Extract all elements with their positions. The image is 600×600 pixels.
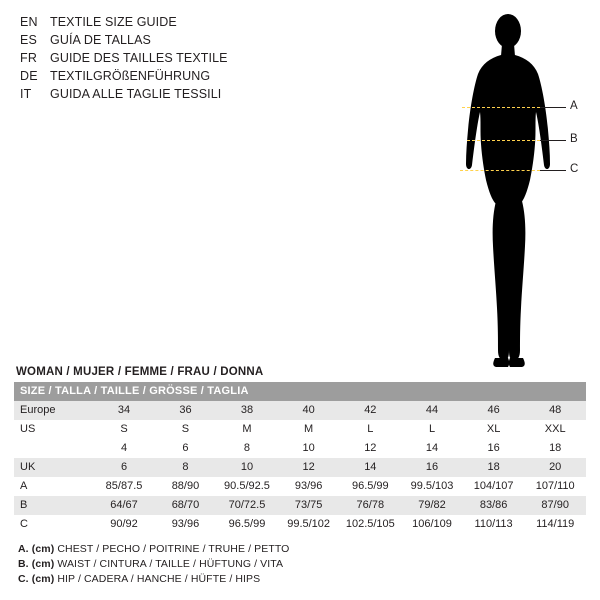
table-cell: 106/109: [401, 515, 463, 534]
table-header-row: [14, 382, 586, 401]
language-code: IT: [20, 87, 32, 101]
measure-dashed-line-b: [467, 140, 540, 141]
table-header-label: SIZE / TALLA / TAILLE / GRÖSSE / TAGLIA: [14, 382, 586, 401]
table-row: [14, 496, 586, 515]
table-cell: 73/75: [278, 496, 340, 515]
language-title: GUÍA DE TALLAS: [50, 33, 151, 47]
row-label: C: [14, 515, 93, 534]
table-cell: 6: [93, 458, 155, 477]
table-cell: 83/86: [463, 496, 525, 515]
table-row: [14, 515, 586, 534]
table-cell: 104/107: [463, 477, 525, 496]
language-title: GUIDE DES TAILLES TEXTILE: [50, 51, 228, 65]
table-cell: L: [339, 420, 401, 439]
row-label: UK: [14, 458, 93, 477]
table-cell: 107/110: [524, 477, 586, 496]
table-row: [14, 401, 586, 420]
table-cell: 14: [339, 458, 401, 477]
legend-row: [18, 542, 578, 557]
table-cell: 34: [93, 401, 155, 420]
table-cell: 76/78: [339, 496, 401, 515]
row-label: B: [14, 496, 93, 515]
measure-leader-b: [540, 140, 566, 141]
language-row: [20, 86, 350, 103]
table-cell: 4: [93, 439, 155, 458]
row-label: US: [14, 420, 93, 439]
language-title: TEXTILGRÖßENFÜHRUNG: [50, 69, 211, 83]
table-cell: 99.5/103: [401, 477, 463, 496]
size-table: [14, 382, 586, 534]
table-cell: 70/72.5: [216, 496, 278, 515]
legend-row: [18, 572, 578, 587]
table-cell: L: [401, 420, 463, 439]
table-cell: 87/90: [524, 496, 586, 515]
table-cell: 16: [401, 458, 463, 477]
table-cell: 42: [339, 401, 401, 420]
table-cell: 96.5/99: [339, 477, 401, 496]
table-cell: XXL: [524, 420, 586, 439]
size-table-area: [14, 366, 586, 534]
table-cell: 12: [278, 458, 340, 477]
table-cell: XL: [463, 420, 525, 439]
table-cell: 88/90: [155, 477, 216, 496]
measure-label-a: A: [570, 100, 578, 112]
legend-text: HIP / CADERA / HANCHE / HÜFTE / HIPS: [57, 573, 261, 585]
table-cell: S: [93, 420, 155, 439]
legend-key: B. (cm): [18, 558, 55, 570]
language-title: TEXTILE SIZE GUIDE: [50, 15, 177, 29]
table-cell: M: [216, 420, 278, 439]
table-cell: 12: [339, 439, 401, 458]
language-code: ES: [20, 33, 38, 47]
row-label: Europe: [14, 401, 93, 420]
table-cell: 8: [216, 439, 278, 458]
table-cell: 8: [155, 458, 216, 477]
language-code: FR: [20, 51, 38, 65]
body-figure: [420, 8, 600, 368]
female-silhouette-icon: [420, 8, 600, 373]
language-row: [20, 32, 350, 49]
table-cell: 18: [524, 439, 586, 458]
row-label: [14, 439, 93, 458]
legend-row: [18, 557, 578, 572]
language-title-list: [20, 14, 350, 104]
table-row: [14, 420, 586, 439]
table-cell: 64/67: [93, 496, 155, 515]
table-cell: 14: [401, 439, 463, 458]
table-cell: 6: [155, 439, 216, 458]
legend-text: CHEST / PECHO / POITRINE / TRUHE / PETTO: [57, 543, 290, 555]
table-cell: 96.5/99: [216, 515, 278, 534]
measurement-legend: [18, 542, 578, 587]
table-cell: 46: [463, 401, 525, 420]
table-cell: 90/92: [93, 515, 155, 534]
table-cell: 10: [278, 439, 340, 458]
row-label: A: [14, 477, 93, 496]
table-cell: 48: [524, 401, 586, 420]
table-cell: 10: [216, 458, 278, 477]
table-cell: 93/96: [155, 515, 216, 534]
table-section-title: WOMAN / MUJER / FEMME / FRAU / DONNA: [16, 366, 264, 378]
table-cell: 16: [463, 439, 525, 458]
language-code: DE: [20, 69, 38, 83]
table-cell: 44: [401, 401, 463, 420]
table-row: [14, 477, 586, 496]
table-cell: S: [155, 420, 216, 439]
table-cell: 40: [278, 401, 340, 420]
table-cell: 38: [216, 401, 278, 420]
measure-label-b: B: [570, 133, 578, 145]
table-cell: 18: [463, 458, 525, 477]
legend-key: A. (cm): [18, 543, 55, 555]
table-cell: 114/119: [524, 515, 586, 534]
language-row: [20, 50, 350, 67]
measure-dashed-line-c: [460, 170, 540, 171]
measure-dashed-line-a: [462, 107, 540, 108]
table-cell: 93/96: [278, 477, 340, 496]
table-cell: 102.5/105: [339, 515, 401, 534]
table-cell: 20: [524, 458, 586, 477]
table-cell: 99.5/102: [278, 515, 340, 534]
language-row: [20, 68, 350, 85]
table-cell: M: [278, 420, 340, 439]
legend-key: C. (cm): [18, 573, 55, 585]
table-cell: 68/70: [155, 496, 216, 515]
language-title: GUIDA ALLE TAGLIE TESSILI: [50, 87, 222, 101]
table-row: [14, 439, 586, 458]
table-cell: 90.5/92.5: [216, 477, 278, 496]
measure-leader-c: [540, 170, 566, 171]
measure-label-c: C: [570, 163, 579, 175]
language-code: EN: [20, 15, 38, 29]
language-row: [20, 14, 350, 31]
table-cell: 110/113: [463, 515, 525, 534]
table-cell: 85/87.5: [93, 477, 155, 496]
table-cell: 36: [155, 401, 216, 420]
table-row: [14, 458, 586, 477]
measure-leader-a: [540, 107, 566, 108]
table-cell: 79/82: [401, 496, 463, 515]
legend-text: WAIST / CINTURA / TAILLE / HÜFTUNG / VITA: [57, 558, 284, 570]
